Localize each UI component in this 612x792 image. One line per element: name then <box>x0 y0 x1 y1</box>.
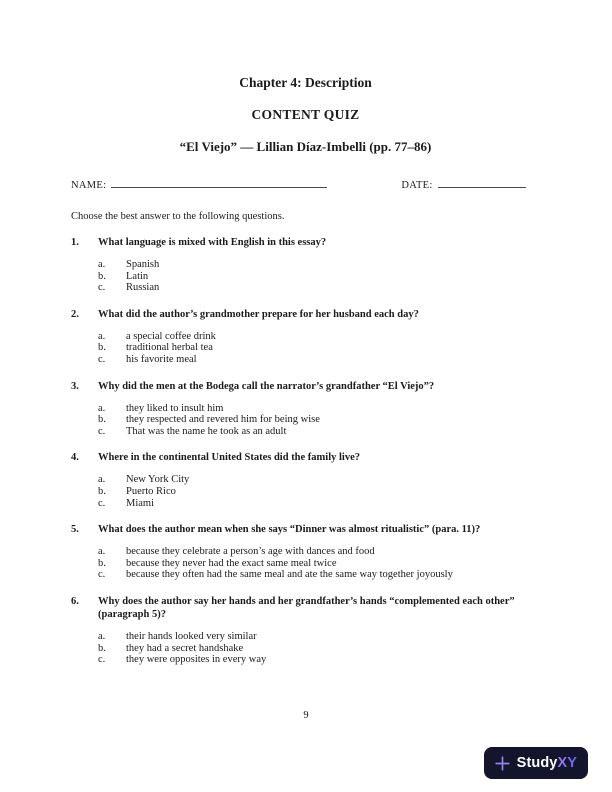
option-a <box>98 546 540 558</box>
option-text: Latin <box>126 270 149 282</box>
question-text: Why does the author say her hands and her grandfather’s hands “complemented each other” (paragraph 5)? <box>98 595 515 620</box>
date-label: DATE: <box>401 180 433 191</box>
option-letter: b. <box>98 342 106 354</box>
option-a <box>98 474 540 486</box>
option-letter: b. <box>98 642 106 654</box>
name-label: NAME: <box>71 180 107 191</box>
option-letter: a. <box>98 330 106 342</box>
option-text: because they celebrate a person’s age with dances and food <box>126 546 375 558</box>
question-number: 3. <box>71 380 79 392</box>
option-a <box>98 403 540 415</box>
page-number: 9 <box>303 710 309 721</box>
question-text: Why did the men at the Bodega call the narrator’s grandfather “El Viejo”? <box>98 380 435 392</box>
date-group <box>401 177 525 192</box>
option-letter: c. <box>98 282 106 294</box>
question-text: What language is mixed with English in this essay? <box>98 237 327 248</box>
brand-study-label: Study <box>516 755 558 771</box>
option-a <box>98 331 540 343</box>
question-4-options <box>98 474 540 509</box>
option-letter: b. <box>98 270 106 282</box>
question-number: 1. <box>71 237 79 248</box>
date-blank-field[interactable] <box>438 177 526 188</box>
option-letter: a. <box>98 259 106 270</box>
question-3 <box>71 380 540 438</box>
option-c <box>98 282 540 294</box>
option-text: they liked to insult him <box>126 402 224 414</box>
option-letter: b. <box>98 414 106 426</box>
question-1 <box>71 236 540 294</box>
option-letter: a. <box>98 630 106 642</box>
option-b <box>98 486 540 498</box>
option-text: they were opposites in every way <box>126 654 267 666</box>
option-text: Puerto Rico <box>126 485 176 497</box>
question-number: 5. <box>71 524 79 536</box>
option-text: That was the name he took as an adult <box>126 425 287 437</box>
option-letter: c. <box>98 654 106 666</box>
option-c <box>98 354 540 366</box>
option-letter: c. <box>98 425 106 437</box>
option-a <box>98 631 540 643</box>
option-c <box>98 569 540 581</box>
option-c <box>98 498 540 510</box>
option-text: a special coffee drink <box>126 330 216 342</box>
question-5 <box>71 523 540 581</box>
question-text: What does the author mean when she says “Dinner was almost ritualistic” (para. 11)? <box>98 524 481 536</box>
question-6 <box>71 595 540 666</box>
option-b <box>98 643 540 655</box>
name-blank-field[interactable] <box>111 177 327 188</box>
option-b <box>98 271 540 283</box>
question-number: 4. <box>71 452 79 464</box>
question-1-options <box>98 259 540 294</box>
option-text: because they never had the exact same meal twice <box>126 557 337 569</box>
option-letter: a. <box>98 402 106 414</box>
question-number: 6. <box>71 595 79 607</box>
option-a <box>98 259 540 271</box>
question-2 <box>71 308 540 366</box>
question-2-options <box>98 331 540 366</box>
option-text: traditional herbal tea <box>126 342 213 354</box>
essay-title: “El Viejo” — Lillian Díaz-Imbelli (pp. 77–86) <box>179 139 432 154</box>
option-c <box>98 654 540 666</box>
question-5-options <box>98 546 540 581</box>
option-letter: b. <box>98 485 106 497</box>
studyxy-badge[interactable] <box>484 747 588 779</box>
option-letter: c. <box>98 497 106 509</box>
option-b <box>98 342 540 354</box>
option-text: their hands looked very similar <box>126 630 257 642</box>
option-text: Spanish <box>126 259 160 270</box>
option-text: Russian <box>126 282 160 294</box>
quiz-heading: CONTENT QUIZ <box>251 107 360 122</box>
option-text: Miami <box>126 497 154 509</box>
question-3-options <box>98 403 540 438</box>
option-letter: b. <box>98 557 106 569</box>
question-number: 2. <box>71 308 79 320</box>
option-text: his favorite meal <box>126 353 197 365</box>
option-b <box>98 414 540 426</box>
option-text: because they often had the same meal and ate the same way together joyously <box>126 569 453 581</box>
plus-icon <box>495 756 510 771</box>
question-text: What did the author’s grandmother prepare for her husband each day? <box>98 308 419 320</box>
instructions-text: Choose the best answer to the following questions. <box>71 211 285 222</box>
option-letter: a. <box>98 546 106 558</box>
option-letter: a. <box>98 474 106 486</box>
question-4 <box>71 451 540 509</box>
question-6-options <box>98 631 540 666</box>
brand-xy-label: XY <box>557 755 577 771</box>
option-b <box>98 558 540 570</box>
name-date-row <box>71 177 540 192</box>
option-text: New York City <box>126 474 190 486</box>
question-text: Where in the continental United States did the family live? <box>98 452 361 464</box>
option-c <box>98 426 540 438</box>
option-letter: c. <box>98 569 106 581</box>
option-text: they had a secret handshake <box>126 642 244 654</box>
option-letter: c. <box>98 353 106 365</box>
page-title: Chapter 4: Description <box>239 75 372 90</box>
brand-wordmark <box>517 755 577 771</box>
option-text: they respected and revered him for being wise <box>126 414 320 426</box>
